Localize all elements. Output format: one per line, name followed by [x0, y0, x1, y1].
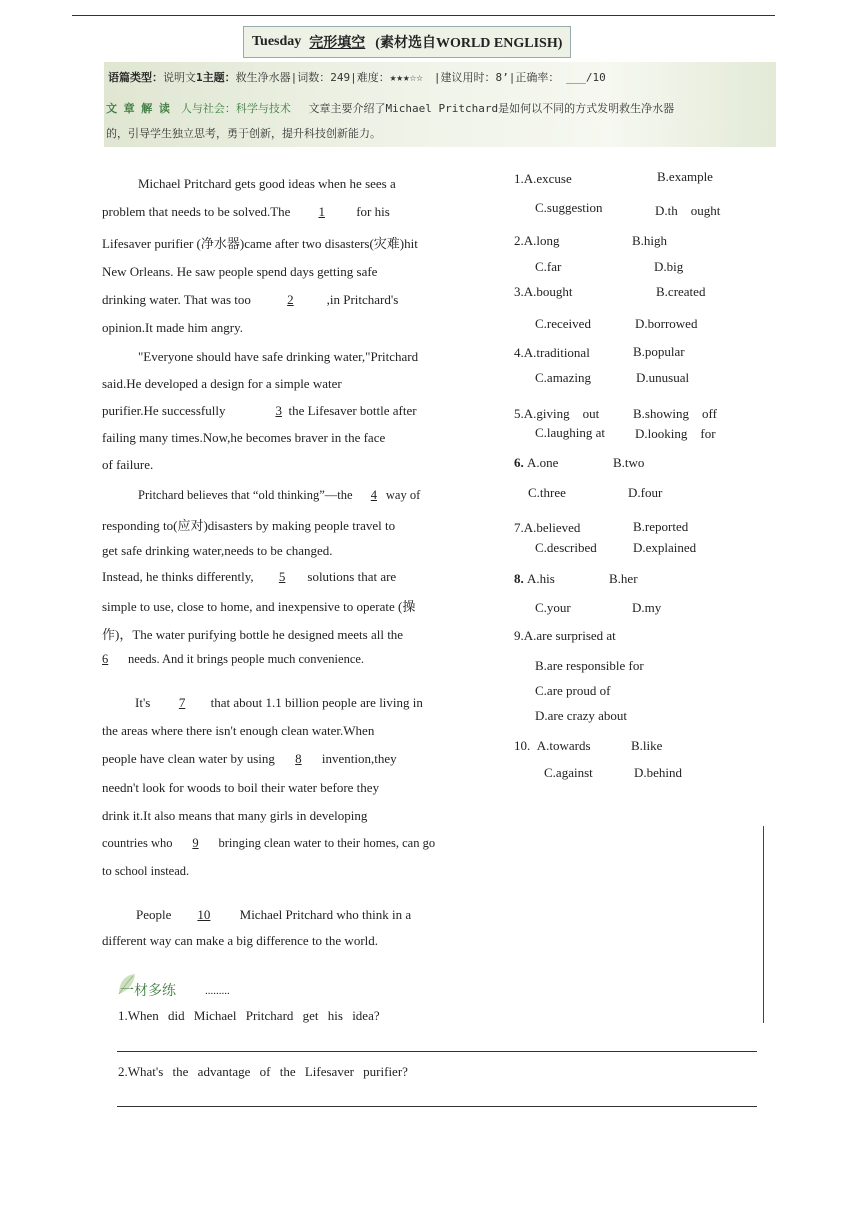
option-10a: 10. A.towards — [514, 738, 591, 753]
passage-line: Instead, he thinks differently, 5 solutions that are — [102, 569, 397, 584]
passage-line: to school instead. — [102, 864, 190, 878]
option-5c: C.laughing at — [535, 425, 606, 440]
passage-line: get safe drinking water,needs to be changed. — [102, 543, 333, 558]
option-3c: C.received — [535, 316, 591, 331]
blank-10: 10 — [197, 907, 211, 922]
option-1b: B.example — [657, 169, 713, 184]
passage-line: People 10 Michael Pritchard who think in a — [136, 907, 412, 922]
option-9d: D.are crazy about — [535, 708, 628, 723]
info-line-3: 的，引导学生独立思考，勇于创新，提升科技创新能力。 — [106, 127, 381, 140]
option-8a: 8. A.his — [514, 571, 555, 586]
answer-line-1[interactable] — [117, 1051, 757, 1052]
option-5d: D.looking for — [635, 426, 716, 441]
passage-line: said.He developed a design for a simple water — [102, 376, 342, 391]
practice-dots: ......... — [205, 985, 230, 997]
passage-line: of failure. — [102, 457, 154, 472]
blank-1: 1 — [318, 204, 325, 219]
passage-line: simple to use, close to home, and inexpensive to operate (操 — [102, 599, 416, 614]
top-rule — [72, 15, 775, 16]
passage-line: countries who 9 bringing clean water to their homes, can go — [102, 836, 436, 850]
option-8c: C.your — [535, 600, 571, 615]
option-10b: B.like — [631, 738, 663, 753]
source-label: (素材选自WORLD ENGLISH) — [375, 36, 563, 51]
passage-line: responding to(应对)disasters by making people travel to — [102, 518, 396, 533]
question-1: 1.When did Michael Pritchard get his idea? — [118, 1008, 380, 1023]
option-1c: C.suggestion — [535, 200, 603, 215]
passage-line: needn't look for woods to boil their water before they — [102, 780, 380, 795]
question-2: 2.What's the advantage of the Lifesaver purifier? — [118, 1064, 408, 1079]
passage-line: It's 7 that about 1.1 billion people are living in — [135, 695, 423, 710]
passage-line: Michael Pritchard gets good ideas when he sees a — [138, 176, 396, 191]
option-8d: D.my — [632, 600, 662, 615]
option-4a: 4.A.traditional — [514, 345, 590, 360]
option-6a: 6. A.one — [514, 455, 559, 470]
vertical-rule — [763, 826, 764, 1023]
option-8b: B.her — [609, 571, 638, 586]
blank-9: 9 — [192, 836, 199, 850]
option-5b: B.showing off — [633, 406, 717, 421]
option-4c: C.amazing — [535, 370, 591, 385]
option-10d: D.behind — [634, 765, 683, 780]
option-2b: B.high — [632, 233, 668, 248]
option-4d: D.unusual — [636, 370, 690, 385]
option-3b: B.created — [656, 284, 706, 299]
option-6c: C.three — [528, 485, 566, 500]
passage-line: 6 needs. And it brings people much convenience. — [102, 652, 365, 666]
practice-title: 一材多练 — [120, 984, 176, 999]
option-6d: D.four — [628, 485, 663, 500]
passage-line: New Orleans. He saw people spend days getting safe — [102, 264, 378, 279]
blank-6: 6 — [102, 652, 109, 666]
blank-7: 7 — [178, 695, 186, 710]
option-9a: 9.A.are surprised at — [514, 628, 616, 643]
passage-line: Lifesaver purifier (净水器)came after two disasters(灾难)hit — [102, 236, 418, 251]
option-7c: C.described — [535, 540, 597, 555]
option-7b: B.reported — [633, 519, 689, 534]
info-line-2: 文 章 解 读 人与社会：科学与技术 文章主要介绍了Michael Pritchard是如何以不同的方式发明救生净水器 — [106, 102, 675, 115]
option-9c: C.are proud of — [535, 683, 611, 698]
passage-line: opinion.It made him angry. — [102, 320, 244, 335]
day-label: Tuesday — [252, 34, 302, 49]
info-line-1: 语篇类型：说明文1主题：救生净水器|词数：249|难度：★★★☆☆ |建议用时：8’|正确率： ___/10 — [108, 71, 606, 84]
passage-line: the areas where there isn't enough clean water.When — [102, 723, 375, 738]
blank-8: 8 — [295, 751, 302, 766]
blank-4: 4 — [370, 488, 378, 502]
option-2a: 2.A.long — [514, 233, 560, 248]
option-3d: D.borrowed — [635, 316, 698, 331]
answer-line-2[interactable] — [117, 1106, 757, 1107]
option-4b: B.popular — [633, 344, 685, 359]
option-9b: B.are responsible for — [535, 658, 644, 673]
option-1d: D.th ought — [655, 203, 721, 218]
passage-line: 作)，The water purifying bottle he designed meets all the — [102, 627, 404, 642]
option-3a: 3.A.bought — [514, 284, 573, 299]
blank-5: 5 — [278, 569, 286, 584]
difficulty-stars: ★★★☆☆ — [389, 71, 423, 84]
passage-line: drinking water. That was too 2 ,in Pritchard's — [102, 292, 399, 307]
passage-line: Pritchard believes that “old thinking”—the 4 way of — [138, 488, 421, 502]
passage-line: different way can make a big difference to the world. — [102, 933, 379, 948]
passage-line: "Everyone should have safe drinking water,"Pritchard — [138, 349, 419, 364]
option-6b: B.two — [613, 455, 645, 470]
blank-3: 3 — [275, 403, 282, 418]
blank-2: 2 — [287, 292, 294, 307]
passage-line: people have clean water by using 8 invention,they — [102, 751, 397, 766]
passage-line: failing many times.Now,he becomes braver in the face — [102, 430, 386, 445]
option-10c: C.against — [544, 765, 593, 780]
passage-line: drink it.It also means that many girls in developing — [102, 808, 368, 823]
passage-line: problem that needs to be solved.The 1 for his — [102, 204, 390, 219]
option-7a: 7.A.believed — [514, 520, 581, 535]
passage-line: purifier.He successfully 3 the Lifesaver bottle after — [102, 403, 417, 418]
option-5a: 5.A.giving out — [514, 406, 600, 421]
option-7d: D.explained — [633, 540, 697, 555]
option-2c: C.far — [535, 259, 562, 274]
option-1a: 1.A.excuse — [514, 171, 572, 186]
option-2d: D.big — [654, 259, 684, 274]
title-box — [243, 26, 571, 58]
section-title: 完形填空 — [309, 36, 366, 51]
